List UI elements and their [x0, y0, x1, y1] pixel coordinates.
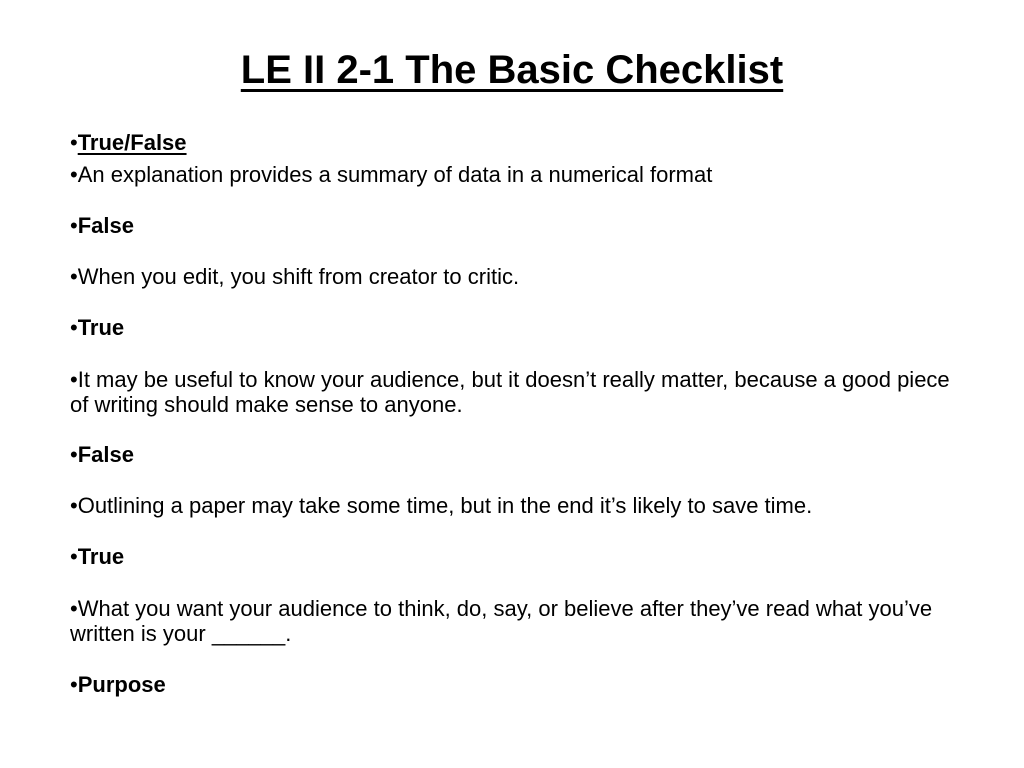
list-item-question — [70, 367, 970, 417]
list-item-question — [70, 264, 970, 289]
item-text: True — [77, 315, 125, 340]
list-item-answer — [70, 315, 970, 340]
item-text: True — [77, 544, 125, 569]
bullet: • — [70, 442, 78, 467]
bullet: • — [70, 672, 78, 697]
bullet: • — [70, 213, 78, 238]
item-text: Purpose — [77, 672, 166, 697]
item-text: It may be useful to know your audience, but it doesn’t really matter, because a good piece of writing should make sense to anyone. — [70, 367, 950, 417]
bullet: • — [70, 130, 78, 155]
bullet: • — [70, 596, 78, 621]
list-item-answer — [70, 544, 970, 569]
list-item-question — [70, 596, 970, 646]
item-text: What you want your audience to think, do, say, or believe after they’ve read what you’ve written is your ______. — [70, 596, 933, 646]
bullet: • — [70, 493, 78, 518]
slide-title: LE II 2-1 The Basic Checklist — [240, 48, 784, 92]
item-text: When you edit, you shift from creator to critic. — [77, 264, 520, 289]
item-text: True/False — [77, 130, 187, 155]
list-item-heading — [70, 130, 970, 155]
item-text: False — [77, 442, 134, 467]
item-text: Outlining a paper may take some time, but in the end it’s likely to save time. — [77, 493, 813, 518]
list-item-answer — [70, 672, 970, 697]
bullet: • — [70, 264, 78, 289]
list-item-question — [70, 493, 970, 518]
list-item-answer — [70, 442, 970, 467]
bullet: • — [70, 367, 78, 392]
list-item-answer — [70, 213, 970, 238]
item-text: False — [77, 213, 134, 238]
list-item-question — [70, 162, 970, 187]
bullet: • — [70, 162, 78, 187]
bullet: • — [70, 544, 78, 569]
bullet: • — [70, 315, 78, 340]
item-text: An explanation provides a summary of data in a numerical format — [77, 162, 713, 187]
